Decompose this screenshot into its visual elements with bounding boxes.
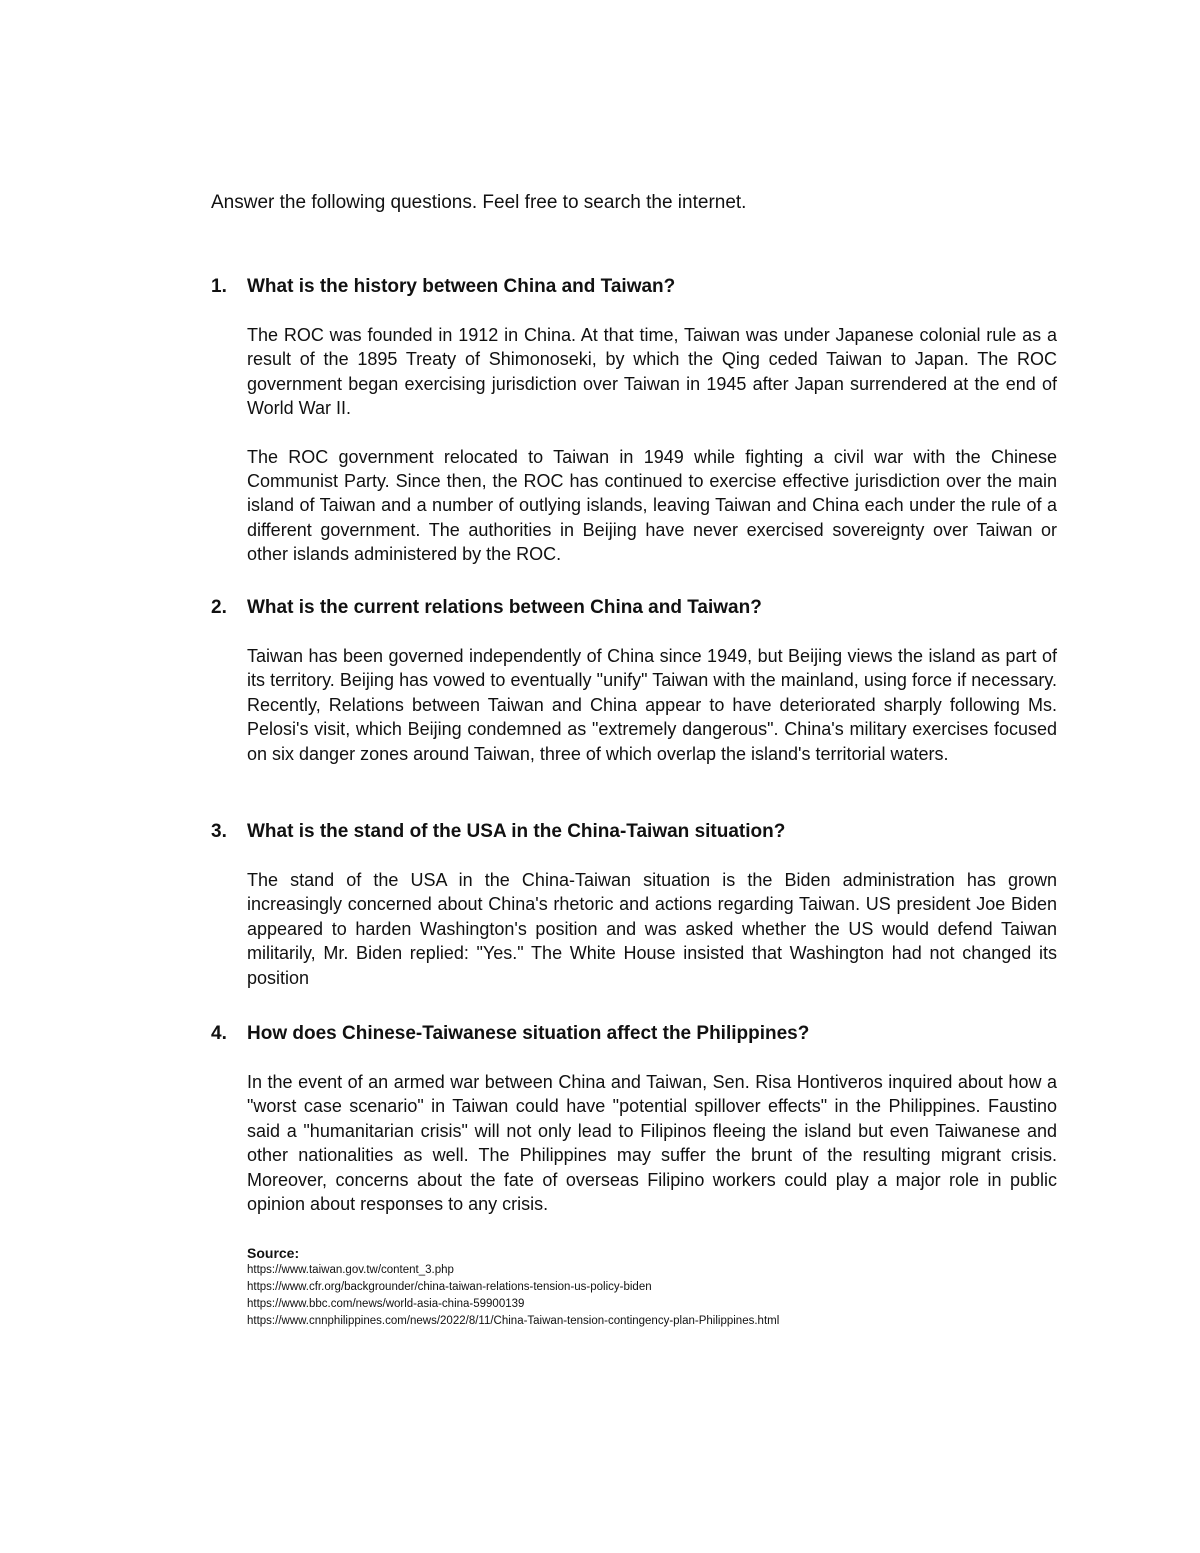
- question-3: [211, 820, 1061, 990]
- question-4-number: 4.: [211, 1023, 227, 1044]
- question-1-heading: [211, 275, 1061, 299]
- sources-section: [247, 1244, 1067, 1330]
- question-1-title: What is the history between China and Taiwan?: [247, 276, 676, 297]
- question-2: [211, 596, 1061, 766]
- intro-instruction: Answer the following questions. Feel free to search the internet.: [211, 192, 747, 213]
- question-2-heading: [211, 596, 1061, 620]
- question-4-title: How does Chinese-Taiwanese situation affect the Philippines?: [247, 1023, 810, 1044]
- question-1-answer-paragraph-2: The ROC government relocated to Taiwan in 1949 while fighting a civil war with the Chinese Communist Party. Since then, the ROC has continued to exercise effective jurisdiction over the main island of Taiwan and a number of outlying islands, leaving Taiwan and China each under the rule of a different government. The authorities in Beijing have never exercised sovereignty over Taiwan or other islands administered by the ROC.: [247, 446, 1057, 565]
- question-2-title: What is the current relations between China and Taiwan?: [247, 597, 762, 618]
- source-link-taiwan-gov[interactable]: https://www.taiwan.gov.tw/content_3.php: [247, 1264, 454, 1276]
- question-1-number: 1.: [211, 276, 227, 297]
- question-4-answer-paragraph-1: In the event of an armed war between China and Taiwan, Sen. Risa Hontiveros inquired about how a "worst case scenario" in Taiwan could have "potential spillover effects" in the Philippines. Faustino said a "humanitarian crisis" will not only lead to Filipinos fleeing the island but even Taiwanese and other nationalities as well. The Philippines may suffer the brunt of the resulting migrant crisis. Moreover, concerns about the fate of overseas Filipino workers could play a major role in public opinion about responses to any crisis.: [247, 1072, 1057, 1215]
- source-link-cfr[interactable]: https://www.cfr.org/backgrounder/china-taiwan-relations-tension-us-policy-biden: [247, 1281, 652, 1293]
- question-1-answer-paragraph-1: The ROC was founded in 1912 in China. At that time, Taiwan was under Japanese colonial rule as a result of the 1895 Treaty of Shimonoseki, by which the Qing ceded Taiwan to Japan. The ROC government began exercising jurisdiction over Taiwan in 1945 after Japan surrendered at the end of World War II.: [247, 325, 1057, 419]
- question-3-number: 3.: [211, 821, 227, 842]
- question-2-answer-paragraph-1: Taiwan has been governed independently of China since 1949, but Beijing views the island as part of its territory. Beijing has vowed to eventually "unify" Taiwan with the mainland, using force if necessary. Recently, Relations between Taiwan and China appear to have deteriorated sharply following Ms. Pelosi's visit, which Beijing condemned as "extremely dangerous". China's military exercises focused on six danger zones around Taiwan, three of which overlap the island's territorial waters.: [247, 646, 1057, 764]
- question-2-number: 2.: [211, 597, 227, 618]
- question-3-heading: [211, 820, 1061, 844]
- source-link-bbc[interactable]: https://www.bbc.com/news/world-asia-china-59900139: [247, 1298, 525, 1310]
- question-4: [211, 1022, 1061, 1216]
- question-3-answer-paragraph-1: The stand of the USA in the China-Taiwan situation is the Biden administration has grown increasingly concerned about China's rhetoric and actions regarding Taiwan. US president Joe Biden appeared to harden Washington's position and was asked whether the US would defend Taiwan militarily, Mr. Biden replied: "Yes." The White House insisted that Washington had not changed its position: [247, 870, 1057, 988]
- source-link-cnn-philippines[interactable]: https://www.cnnphilippines.com/news/2022/8/11/China-Taiwan-tension-contingency-plan-Philippines.html: [247, 1315, 780, 1327]
- sources-title: Source:: [247, 1245, 300, 1261]
- question-3-title: What is the stand of the USA in the China-Taiwan situation?: [247, 821, 786, 842]
- question-4-heading: [211, 1022, 1061, 1046]
- question-1: [211, 275, 1061, 567]
